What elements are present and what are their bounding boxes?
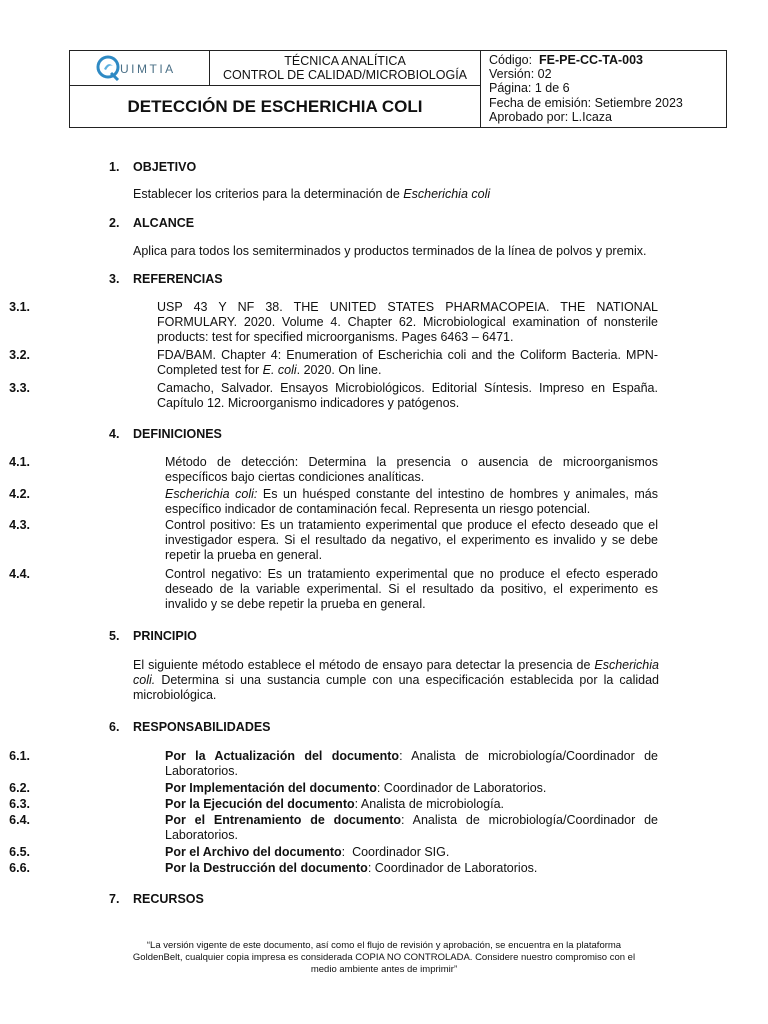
section-heading-responsabilidades: 6. RESPONSABILIDADES [109,720,271,734]
reference-item: USP 43 Y NF 38. THE UNITED STATES PHARMACOPEIA. THE NATIONAL FORMULARY. 2020. Volume 4. Chapter 62. Microbiological examination of nonsterile products: test for specified microorganisms. Pages 6463 – 6471. [157,300,658,344]
definition-number: 4.2. [9,487,30,501]
logo-cell [70,51,210,86]
definition-number: 4.1. [9,455,30,469]
footer-line-1: “La versión vigente de este documento, así como el flujo de revisión y aprobación, se encuentra en la plataforma [146,940,622,951]
responsibility-number: 6.3. [9,797,30,811]
technique-line-2: CONTROL DE CALIDAD/MICROBIOLOGÍA [222,68,468,82]
responsibility-number: 6.1. [9,749,30,763]
responsibility-number: 6.6. [9,861,30,875]
footer-line-2: GoldenBelt, cualquier copia impresa es considerada COPIA NO CONTROLADA. Considere nuestro compromiso con el [132,952,636,963]
definition-item: Control positivo: Es un tratamiento experimental que produce el efecto deseado que el investigador espera. Si el resultado da negativo, el experimento es invalido y se debe repetir la prueba en general. [165,518,658,562]
company-logo-icon [96,55,120,81]
responsibility-item: Por el Entrenamiento de documento: Analista de microbiología/Coordinador de Laboratorios. [165,813,658,842]
reference-item: Camacho, Salvador. Ensayos Microbiológicos. Editorial Síntesis. Impreso en España. Capítulo 12. Microorganismo indicadores y patógenos. [157,381,658,410]
codigo-value: FE-PE-CC-TA-003 [539,53,643,67]
section-heading-objetivo: 1. OBJETIVO [109,160,197,174]
reference-number: 3.1. [9,300,30,314]
responsibility-number: 6.4. [9,813,30,827]
page-line: Página: 1 de 6 [489,81,570,96]
responsibility-item: Por Implementación del documento: Coordinador de Laboratorios. [165,781,547,795]
document-meta [489,53,725,124]
issue-date-line: Fecha de emisión: Setiembre 2023 [489,95,683,110]
responsibility-item: Por el Archivo del documento: Coordinador SIG. [165,845,450,859]
technique-cell [210,51,481,86]
principio-text: El siguiente método establece el método de ensayo para detectar la presencia de Escherichia coli. Determina si una sustancia cumple con una especificación establecida por la calidad microbiológica. [133,658,659,702]
codigo-line [489,53,725,67]
document-title: DETECCIÓN DE ESCHERICHIA COLI [70,86,481,127]
responsibility-item: Por la Destrucción del documento: Coordinador de Laboratorios. [165,861,538,875]
technique-line-1: TÉCNICA ANALÍTICA [284,54,406,68]
document-header [69,50,727,128]
section-heading-alcance: 2. ALCANCE [109,216,195,230]
responsibility-number: 6.2. [9,781,30,795]
footer-line-3: medio ambiente antes de imprimir” [310,964,458,975]
definition-item: Escherichia coli: Es un huésped constante del intestino de hombres y animales, más específico indicador de contaminación fecal. Representa un riesgo potencial. [165,487,658,516]
section-heading-principio: 5. PRINCIPIO [109,629,197,643]
objetivo-text: Establecer los criterios para la determinación de Escherichia coli [133,187,491,201]
version-line: Versión: 02 [489,67,552,82]
section-heading-referencias: 3. REFERENCIAS [109,272,223,286]
definition-number: 4.3. [9,518,30,532]
responsibility-item: Por la Ejecución del documento: Analista de microbiología. [165,797,505,811]
approved-by-line: Aprobado por: L.Icaza [489,109,612,124]
logo-text: UIMTIA [120,62,176,76]
page-footer [90,940,678,976]
responsibility-item: Por la Actualización del documento: Analista de microbiología/Coordinador de Laboratorios. [165,749,658,778]
section-heading-definiciones: 4. DEFINICIONES [109,427,222,441]
alcance-text: Aplica para todos los semiterminados y productos terminados de la línea de polvos y premix. [133,244,647,258]
reference-number: 3.2. [9,348,30,362]
definition-number: 4.4. [9,567,30,581]
responsibility-number: 6.5. [9,845,30,859]
reference-item: FDA/BAM. Chapter 4: Enumeration of Escherichia coli and the Coliform Bacteria. MPN-Completed test for E. coli. 2020. On line. [157,348,658,377]
reference-number: 3.3. [9,381,30,395]
codigo-label: Código: [489,53,533,67]
section-heading-recursos: 7. RECURSOS [109,892,204,906]
definition-item: Método de detección: Determina la presencia o ausencia de microorganismos específicos bajo ciertas condiciones analíticas. [165,455,658,484]
definition-item: Control negativo: Es un tratamiento experimental que no produce el efecto esperado deseado de la variable experimental. Si el resultado da positivo, el experimento es invalido y se debe repetir la prueba en general. [165,567,658,611]
